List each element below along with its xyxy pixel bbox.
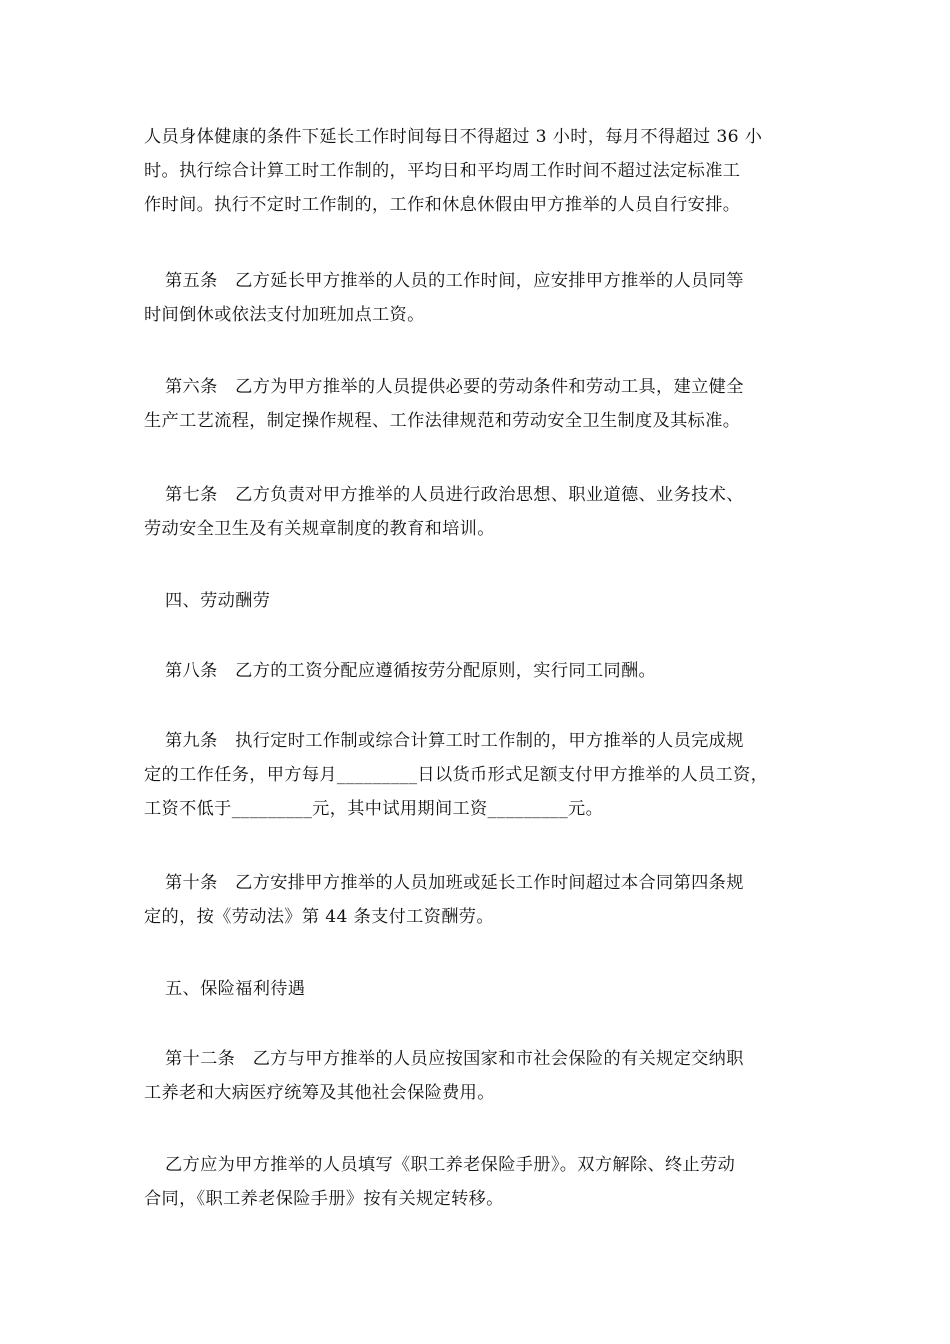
article-10 xyxy=(144,866,809,934)
text-line: 人员身体健康的条件下延长工作时间每日不得超过 3 小时，每月不得超过 36 小 xyxy=(144,127,763,147)
text-line: 第九条 执行定时工作制或综合计算工时工作制的，甲方推举的人员完成规 xyxy=(165,731,744,751)
text-line: 工养老和大病医疗统筹及其他社会保险费用。 xyxy=(144,1083,495,1103)
text-line: 合同，《职工养老保险手册》按有关规定转移。 xyxy=(144,1189,504,1209)
article-12 xyxy=(144,1042,809,1110)
text-line: 生产工艺流程，制定操作规程、工作法律规范和劳动安全卫生制度及其标准。 xyxy=(144,411,741,431)
section-heading: 四、劳动酬劳 xyxy=(165,591,271,611)
text-line: 定的，按《劳动法》第 44 条支付工资酬劳。 xyxy=(144,907,494,927)
section-heading: 五、保险福利待遇 xyxy=(165,979,306,999)
text-line: 工资不低于_________元，其中试用期间工资_________元。 xyxy=(144,799,604,819)
text-line: 第八条 乙方的工资分配应遵循按劳分配原则，实行同工同酬。 xyxy=(165,661,657,681)
text-line: 劳动安全卫生及有关规章制度的教育和培训。 xyxy=(144,519,495,539)
text-line: 时。执行综合计算工时工作制的，平均日和平均周工作时间不超过法定标准工 xyxy=(144,161,741,181)
article-9 xyxy=(144,724,809,826)
text-line: 第六条 乙方为甲方推举的人员提供必要的劳动条件和劳动工具，建立健全 xyxy=(165,377,744,397)
text-line: 作时间。执行不定时工作制的，工作和休息休假由甲方推举的人员自行安排。 xyxy=(144,195,741,215)
section-heading-5 xyxy=(144,972,809,1006)
article-5 xyxy=(144,264,809,332)
text-line: 第十二条 乙方与甲方推举的人员应按国家和市社会保险的有关规定交纳职 xyxy=(165,1049,744,1069)
text-line: 时间倒休或依法支付加班加点工资。 xyxy=(144,305,425,325)
text-line: 定的工作任务，甲方每月_________日以货币形式足额支付甲方推举的人员工资， xyxy=(144,765,769,785)
section-heading-4 xyxy=(144,584,809,618)
text-line: 第七条 乙方负责对甲方推举的人员进行政治思想、职业道德、业务技术、 xyxy=(165,485,744,505)
article-6 xyxy=(144,370,809,438)
article-7 xyxy=(144,478,809,546)
paragraph-continuation xyxy=(144,120,809,222)
text-line: 第五条 乙方延长甲方推举的人员的工作时间，应安排甲方推举的人员同等 xyxy=(165,271,744,291)
text-line: 乙方应为甲方推举的人员填写《职工养老保险手册》。双方解除、终止劳动 xyxy=(165,1155,736,1175)
paragraph-handbook xyxy=(144,1148,809,1216)
text-line: 第十条 乙方安排甲方推举的人员加班或延长工作时间超过本合同第四条规 xyxy=(165,873,744,893)
article-8 xyxy=(144,654,809,688)
